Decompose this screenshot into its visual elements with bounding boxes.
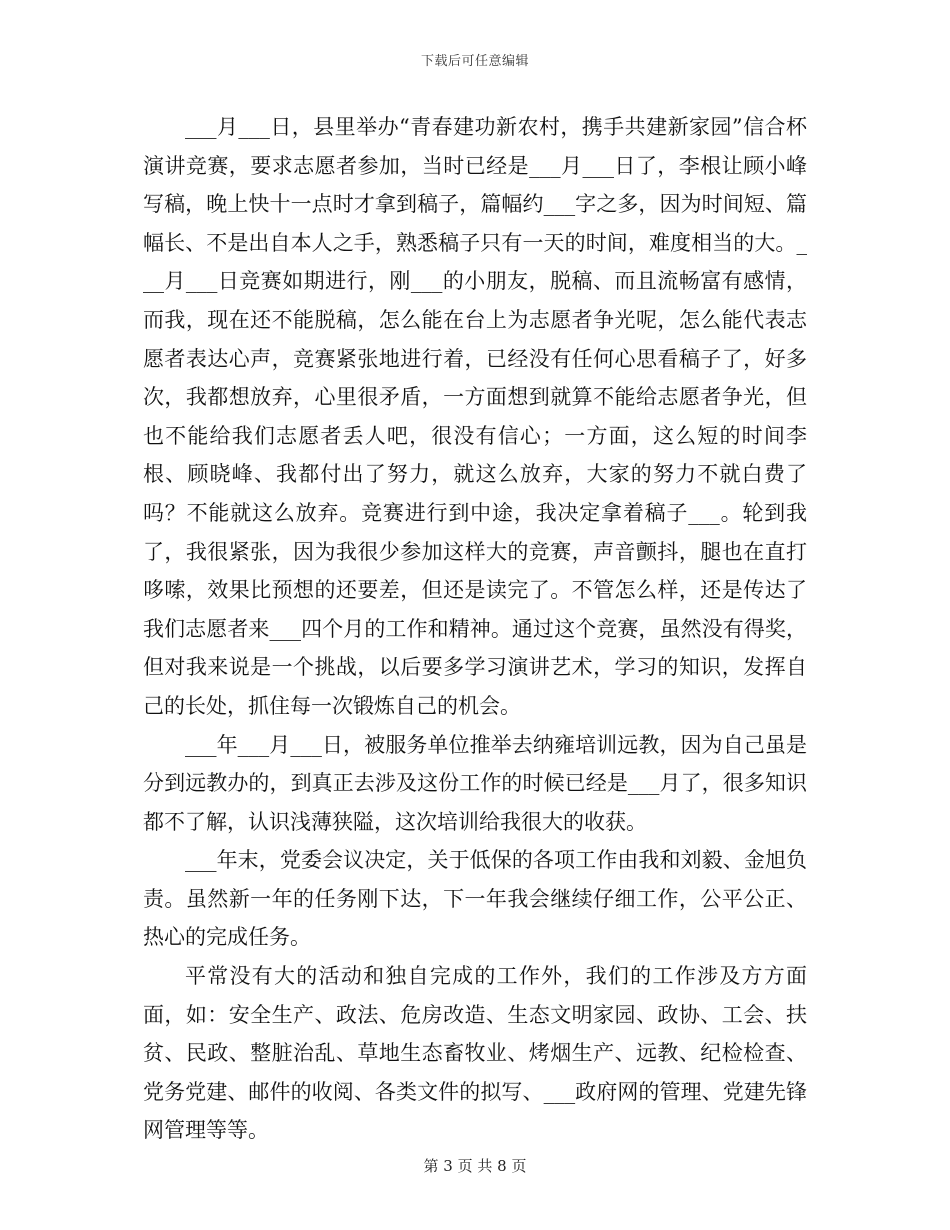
paragraph-low-income-work: ___年末，党委会议决定，关于低保的各项工作由我和刘毅、金旭负责。虽然新一年的任务刚下达，下一年我会继续仔细工作，公平公正、热心的完成任务。 [143,848,807,950]
paragraph-training: ___年___月___日，被服务单位推举去纳雍培训远教，因为自己虽是分到远教办的，到真正去涉及这份工作的时候已经是___月了，很多知识都不了解，认识浅薄狭隘，这次培训给我很大的收获。 [143,732,807,834]
page-number: 第 3 页 共 8 页 [423,1157,527,1175]
paragraph-speech-contest: ___月___日，县里举办“青春建功新农村，携手共建新家园”信合杯演讲竞赛，要求志愿者参加，当时已经是___月___日了，李根让顾小峰写稿，晚上快十一点时才拿到稿子，篇幅约___字之多，因为时间短、篇幅长、不是出自本人之手，熟悉稿子只有一天的时间，难度相当的大。___月___日竞赛如期进行，刚___的小朋友，脱稿、而且流畅富有感情，而我，现在还不能脱稿，怎么能在台上为志愿者争光呢，怎么能代表志愿者表达心声，竞赛紧张地进行着，已经没有任何心思看稿子了，好多次，我都想放弃，心里很矛盾，一方面想到就算不能给志愿者争光，但也不能给我们志愿者丢人吧，很没有信心；一方面，这么短的时间李根、顾晓峰、我都付出了努力，就这么放弃，大家的努力不就白费了吗？不能就这么放弃。竞赛进行到中途，我决定拿着稿子___。轮到我了，我很紧张，因为我很少参加这样大的竞赛，声音颤抖，腿也在直打哆嗦，效果比预想的还要差，但还是读完了。不管怎么样，还是传达了我们志愿者来___四个月的工作和精神。通过这个竞赛，虽然没有得奖，但对我来说是一个挑战，以后要多学习演讲艺术，学习的知识，发挥自己的长处，抓住每一次锻炼自己的机会。 [143,115,807,718]
paragraph-daily-work: 平常没有大的活动和独自完成的工作外，我们的工作涉及方方面面，如：安全生产、政法、危房改造、生态文明家园、政协、工会、扶贫、民政、整脏治乱、草地生态畜牧业、烤烟生产、远教、纪检检查、党务党建、邮件的收阅、各类文件的拟写、___政府网的管理、党建先锋网管理等等。 [143,964,807,1143]
document-body [143,108,807,1150]
header-note: 下载后可任意编辑 [420,54,529,69]
